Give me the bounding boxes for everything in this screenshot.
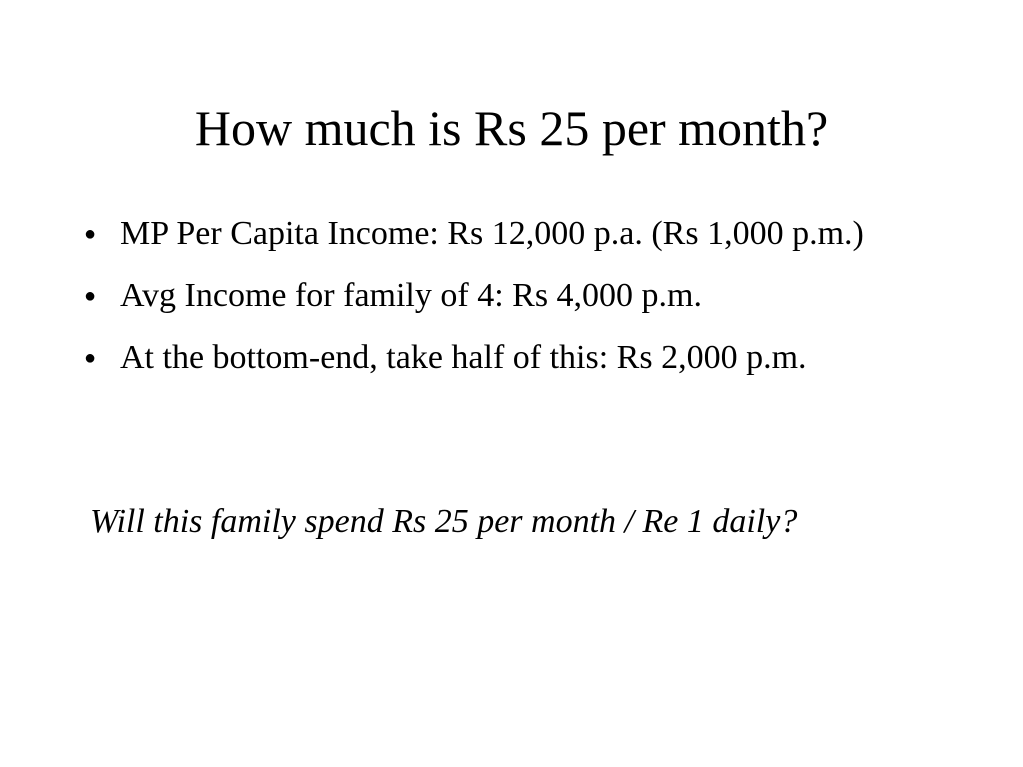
slide-title: How much is Rs 25 per month? bbox=[194, 100, 829, 156]
bullet-dot-icon: ● bbox=[84, 223, 97, 245]
bullet-list bbox=[84, 214, 944, 400]
bullet-item-family-income bbox=[84, 276, 944, 316]
bullet-item-per-capita-income bbox=[84, 214, 944, 254]
closing-question: Will this family spend Rs 25 per month / Re 1 daily? bbox=[90, 503, 798, 540]
bullet-text: At the bottom-end, take half of this: Rs 2,000 p.m. bbox=[120, 339, 807, 376]
bullet-item-bottom-end-income bbox=[84, 338, 944, 378]
bullet-text: Avg Income for family of 4: Rs 4,000 p.m. bbox=[120, 277, 703, 314]
bullet-text: MP Per Capita Income: Rs 12,000 p.a. (Rs 1,000 p.m.) bbox=[120, 215, 864, 252]
bullet-dot-icon: ● bbox=[84, 347, 97, 369]
bullet-dot-icon: ● bbox=[84, 285, 97, 307]
